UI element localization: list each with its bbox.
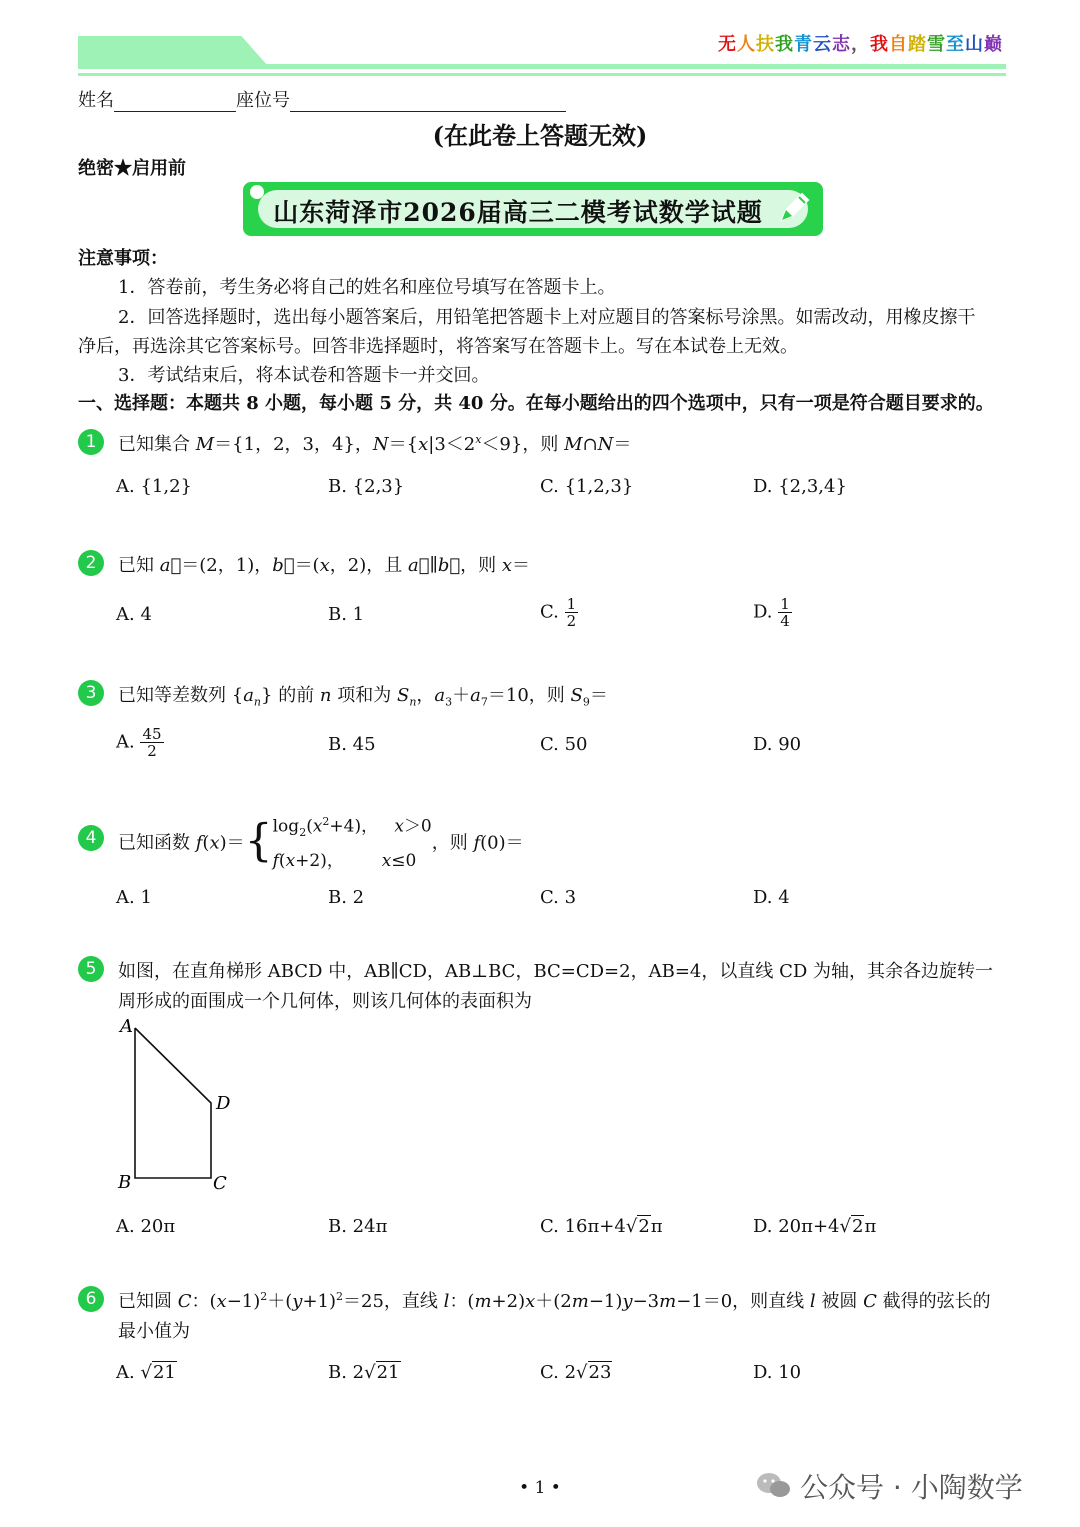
option-b: B. 2√21	[328, 1362, 400, 1383]
student-fields	[78, 86, 566, 112]
question-number: 6	[78, 1286, 104, 1312]
option-a: A. 1	[116, 887, 152, 908]
question-number: 1	[78, 429, 104, 455]
exam-title: 山东菏泽市2026届高三二模考试数学试题	[273, 198, 763, 227]
option-c: C. 16π+4√2π	[540, 1216, 663, 1237]
motto-char: 我	[870, 34, 889, 55]
question-5-text-cont: 周形成的面围成一个几何体，则该几何体的表面积为	[118, 991, 532, 1012]
question-4-text: 已知函数 $f(x)=\{\log_2(x^2+4)$， x＞0 f(x+2)， x≤0，则 f(0)＝	[118, 815, 524, 872]
vertex-label-d: D	[216, 1093, 231, 1114]
option-d: D. 90	[753, 734, 802, 755]
question-number: 3	[78, 680, 104, 706]
option-c: C. 2√23	[540, 1362, 612, 1383]
option-d: D. 20π+4√2π	[753, 1216, 877, 1237]
motto-char: 云	[813, 34, 832, 55]
vertex-label-a: A	[120, 1016, 133, 1037]
motto-char: 人	[737, 34, 756, 55]
option-d: D. $\frac{1}{4}$	[753, 595, 790, 630]
motto-char: 我	[775, 34, 794, 55]
notice-item-3: 3．考试结束后，将本试卷和答题卡一并交回。	[118, 365, 490, 386]
motto-char: 踏	[908, 34, 927, 55]
option-d: D. 4	[753, 887, 790, 908]
option-b: B. 2	[328, 887, 365, 908]
motto-char: 无	[718, 34, 737, 55]
option-d: D. 10	[753, 1362, 802, 1383]
seat-field[interactable]	[290, 93, 566, 112]
watermark: 公众号 · 小陶数学	[800, 1471, 1023, 1504]
name-field[interactable]	[114, 93, 236, 112]
notice-item-2: 2．回答选择题时，选出每小题答案后，用铅笔把答题卡上对应题目的答案标号涂黑。如需改动，用橡皮擦干	[118, 307, 976, 328]
option-a: A. √21	[116, 1362, 176, 1383]
question-6-text-cont: 最小值为	[118, 1321, 190, 1342]
vertex-label-b: B	[118, 1172, 132, 1193]
vertex-label-c: C	[213, 1173, 227, 1194]
name-label: 姓名	[78, 90, 114, 111]
wechat-icon	[754, 1470, 794, 1500]
option-c: C. $\frac{1}{2}$	[540, 595, 577, 630]
no-effect-notice: (在此卷上答题无效)	[432, 121, 648, 150]
motto-char: 自	[889, 34, 908, 55]
motto-char: 青	[794, 34, 813, 55]
notice-item-1: 1．答卷前，考生务必将自己的姓名和座位号填写在答题卡上。	[118, 277, 616, 298]
question-5-text: 如图，在直角梯形 ABCD 中，AB∥CD，AB⊥BC，BC=CD=2，AB=4，以直线 CD 为轴，其余各边旋转一	[118, 961, 994, 982]
header-rule	[78, 64, 1006, 69]
option-b: B. 24π	[328, 1216, 388, 1237]
option-a: A. 4	[116, 604, 152, 625]
header-band	[78, 36, 268, 66]
pencil-icon	[774, 188, 814, 228]
option-d: D. {2,3,4}	[753, 476, 847, 497]
question-3-text: 已知等差数列 $\{a_n\}$ 的前 n 项和为 $S_n$，$a_3+a_7=10$，则 $S_9=$	[118, 685, 608, 709]
trapezoid-outline	[135, 1028, 211, 1178]
option-b: B. 45	[328, 734, 376, 755]
notice-item-2-cont: 净后，再选涂其它答案标号。回答非选择题时，将答案写在答题卡上。写在本试卷上无效。	[78, 336, 798, 357]
question-1-text: 已知集合 M＝{1，2，3，4}，$N=\{x|3<2^x<9\}$，则 M∩N＝	[118, 433, 632, 455]
question-number: 4	[78, 825, 104, 851]
question-6-text: 已知圆 C：$(x-1)^2+(y+1)^2=25$，直线 l：(m+2)x＋(2m−1)y−3m−1＝0，则直线 l 被圆 C 截得的弦长的	[118, 1290, 991, 1312]
header-motto	[718, 30, 1003, 56]
secret-mark: 绝密★启用前	[78, 158, 186, 179]
option-a: A. {1,2}	[116, 476, 192, 497]
option-c: C. 50	[540, 734, 588, 755]
question-number: 5	[78, 956, 104, 982]
section-heading: 一、选择题：本题共 8 小题，每小题 5 分，共 40 分。在每小题给出的四个选项中，只有一项是符合题目要求的。	[78, 393, 994, 414]
option-c: C. 3	[540, 887, 577, 908]
seat-label: 座位号	[236, 90, 290, 111]
question-2-text: 已知 a⃗＝(2，1)，b⃗＝(x，2)，且 a⃗∥b⃗，则 x＝	[118, 555, 531, 576]
header-rule-thin	[78, 73, 1006, 76]
option-b: B. 1	[328, 604, 365, 625]
motto-char: 扶	[756, 34, 775, 55]
option-a: A. 20π	[116, 1216, 176, 1237]
motto-char: 雪	[927, 34, 946, 55]
motto-char: ，	[851, 34, 870, 55]
page-number: • 1 •	[519, 1478, 561, 1498]
option-a: A. $\frac{45}{2}$	[116, 725, 162, 760]
question-number: 2	[78, 550, 104, 576]
notice-heading: 注意事项：	[78, 248, 168, 269]
trapezoid-figure	[110, 1014, 250, 1194]
motto-char: 至	[946, 34, 965, 55]
motto-char: 巅	[984, 34, 1003, 55]
motto-char: 山	[965, 34, 984, 55]
motto-char: 志	[832, 34, 851, 55]
option-c: C. {1,2,3}	[540, 476, 634, 497]
option-b: B. {2,3}	[328, 476, 405, 497]
